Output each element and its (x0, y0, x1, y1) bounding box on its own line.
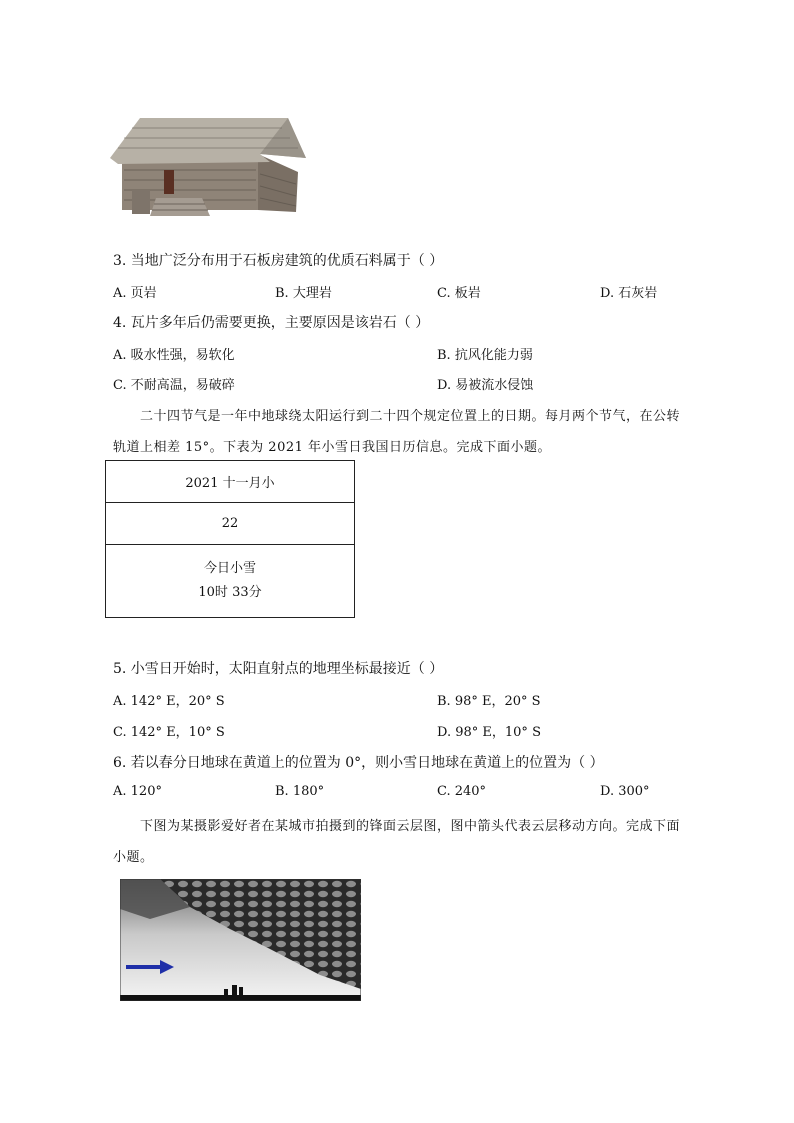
calendar-day: 22 (106, 503, 355, 545)
calendar-header: 2021 十一月小 (106, 461, 355, 503)
intro-paragraph-1-line-1: 二十四节气是一年中地球绕太阳运行到二十四个规定位置上的日期。每月两个节气，在公转 (140, 409, 681, 424)
question-5-option-a: A. 142° E，20° S (113, 694, 225, 709)
question-3-option-d: D. 石灰岩 (600, 286, 658, 301)
question-3-option-a: A. 页岩 (113, 286, 157, 301)
question-4-option-a: A. 吸水性强，易软化 (113, 348, 235, 363)
question-3-option-b: B. 大理岩 (275, 286, 332, 301)
stone-house-image (110, 112, 310, 222)
question-4-option-b: B. 抗风化能力弱 (437, 348, 533, 363)
calendar-event: 今日小雪 (203, 561, 256, 576)
intro-paragraph-2-line-1: 下图为某摄影爱好者在某城市拍摄到的锋面云层图，图中箭头代表云层移动方向。完成下面 (140, 819, 681, 834)
intro-paragraph-2-line-2: 小题。 (113, 850, 154, 865)
question-3-option-c: C. 板岩 (437, 286, 481, 301)
question-6-stem: 6. 若以春分日地球在黄道上的位置为 0°，则小雪日地球在黄道上的位置为（ ） (113, 755, 604, 771)
question-6-option-c: C. 240° (437, 784, 487, 799)
question-3-stem: 3. 当地广泛分布用于石板房建筑的优质石料属于（ ） (113, 253, 444, 269)
question-5-stem: 5. 小雪日开始时，太阳直射点的地理坐标最接近（ ） (113, 661, 444, 677)
question-6-option-b: B. 180° (275, 784, 325, 799)
intro-paragraph-1-line-2: 轨道上相差 15°。下表为 2021 年小雪日我国日历信息。完成下面小题。 (113, 440, 552, 455)
question-5-option-b: B. 98° E，20° S (437, 694, 541, 709)
question-6-option-d: D. 300° (600, 784, 650, 799)
question-4-stem: 4. 瓦片多年后仍需要更换，主要原因是该岩石（ ） (113, 315, 430, 331)
question-5-option-d: D. 98° E，10° S (437, 725, 541, 740)
frontal-cloud-photo (120, 879, 361, 1001)
question-6-option-a: A. 120° (113, 784, 162, 799)
question-4-option-d: D. 易被流水侵蚀 (437, 378, 534, 393)
question-4-option-c: C. 不耐高温，易破碎 (113, 378, 235, 393)
calendar-table (105, 460, 355, 618)
calendar-event-cell (106, 545, 355, 618)
calendar-time: 10时 33分 (198, 585, 262, 600)
question-5-option-c: C. 142° E，10° S (113, 725, 225, 740)
